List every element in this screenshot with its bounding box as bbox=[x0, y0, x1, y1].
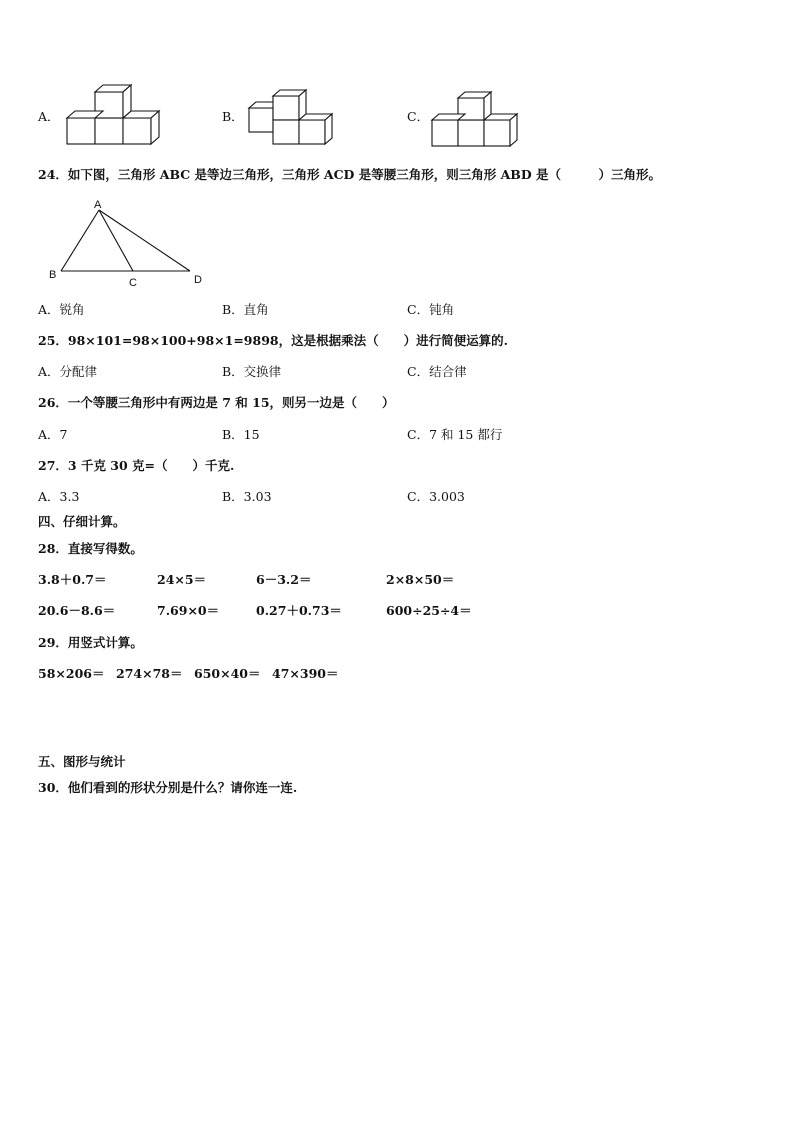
q28-row2-item1: 20.6－8.6＝ bbox=[38, 603, 116, 618]
q26-option-a: A．7 bbox=[38, 427, 68, 442]
q29-stem: 29．用竖式计算。 bbox=[38, 635, 143, 650]
section-4-title: 四、仔细计算。 bbox=[38, 514, 126, 529]
q28-row1-item1: 3.8＋0.7＝ bbox=[38, 572, 107, 587]
q24-vertex-d-label: D bbox=[194, 274, 202, 286]
q28-row1-item3: 6－3.2＝ bbox=[256, 572, 312, 587]
q24-vertex-b-label: B bbox=[49, 269, 57, 281]
q25-option-b: B．交换律 bbox=[222, 364, 282, 379]
q24-vertex-c-label: C bbox=[129, 277, 137, 289]
q23-option-a-cube-figure bbox=[65, 84, 160, 148]
q27-option-b: B．3.03 bbox=[222, 489, 272, 504]
q28-row2-item2: 7.69×0＝ bbox=[157, 603, 220, 618]
q23-option-c-label: C． bbox=[407, 109, 430, 124]
section-5-title: 五、图形与统计 bbox=[38, 754, 126, 769]
q28-row1-item4: 2×8×50＝ bbox=[386, 572, 455, 587]
q29-item3: 650×40＝ bbox=[194, 666, 261, 681]
q25-stem: 25．98×101=98×100+98×1=9898，这是根据乘法（ ）进行简便运算的. bbox=[38, 333, 508, 348]
q28-row2-item3: 0.27＋0.73＝ bbox=[256, 603, 342, 618]
q26-option-c: C．7 和 15 都行 bbox=[407, 427, 503, 442]
q23-option-b-label: B． bbox=[222, 109, 244, 124]
q27-stem: 27．3 千克 30 克=（ ）千克. bbox=[38, 458, 235, 473]
q26-option-b: B．15 bbox=[222, 427, 260, 442]
q27-option-a: A．3.3 bbox=[38, 489, 80, 504]
q24-option-b: B．直角 bbox=[222, 302, 269, 317]
q28-row1-item2: 24×5＝ bbox=[157, 572, 207, 587]
q25-option-a: A．分配律 bbox=[38, 364, 98, 379]
q23-option-a-label: A． bbox=[38, 109, 60, 124]
q30-stem: 30．他们看到的形状分别是什么？请你连一连. bbox=[38, 780, 298, 795]
q24-stem: 24．如下图，三角形 ABC 是等边三角形，三角形 ACD 是等腰三角形，则三角形 ABD 是（ ）三角形。 bbox=[38, 167, 662, 182]
q29-item1: 58×206＝ bbox=[38, 666, 105, 681]
q25-option-c: C．结合律 bbox=[407, 364, 467, 379]
q28-stem: 28．直接写得数。 bbox=[38, 541, 143, 556]
q24-option-c: C．钝角 bbox=[407, 302, 455, 317]
q27-option-c: C．3.003 bbox=[407, 489, 465, 504]
q24-option-a: A．锐角 bbox=[38, 302, 85, 317]
q28-row2-item4: 600÷25÷4＝ bbox=[386, 603, 472, 618]
q26-stem: 26．一个等腰三角形中有两边是 7 和 15，则另一边是（ ） bbox=[38, 395, 395, 410]
q23-option-c-cube-figure bbox=[430, 90, 516, 148]
q24-vertex-a-label: A bbox=[94, 199, 102, 211]
q29-item4: 47×390＝ bbox=[272, 666, 339, 681]
q29-item2: 274×78＝ bbox=[116, 666, 183, 681]
q24-triangle-figure bbox=[48, 198, 218, 290]
q23-option-b-cube-figure bbox=[247, 86, 332, 146]
